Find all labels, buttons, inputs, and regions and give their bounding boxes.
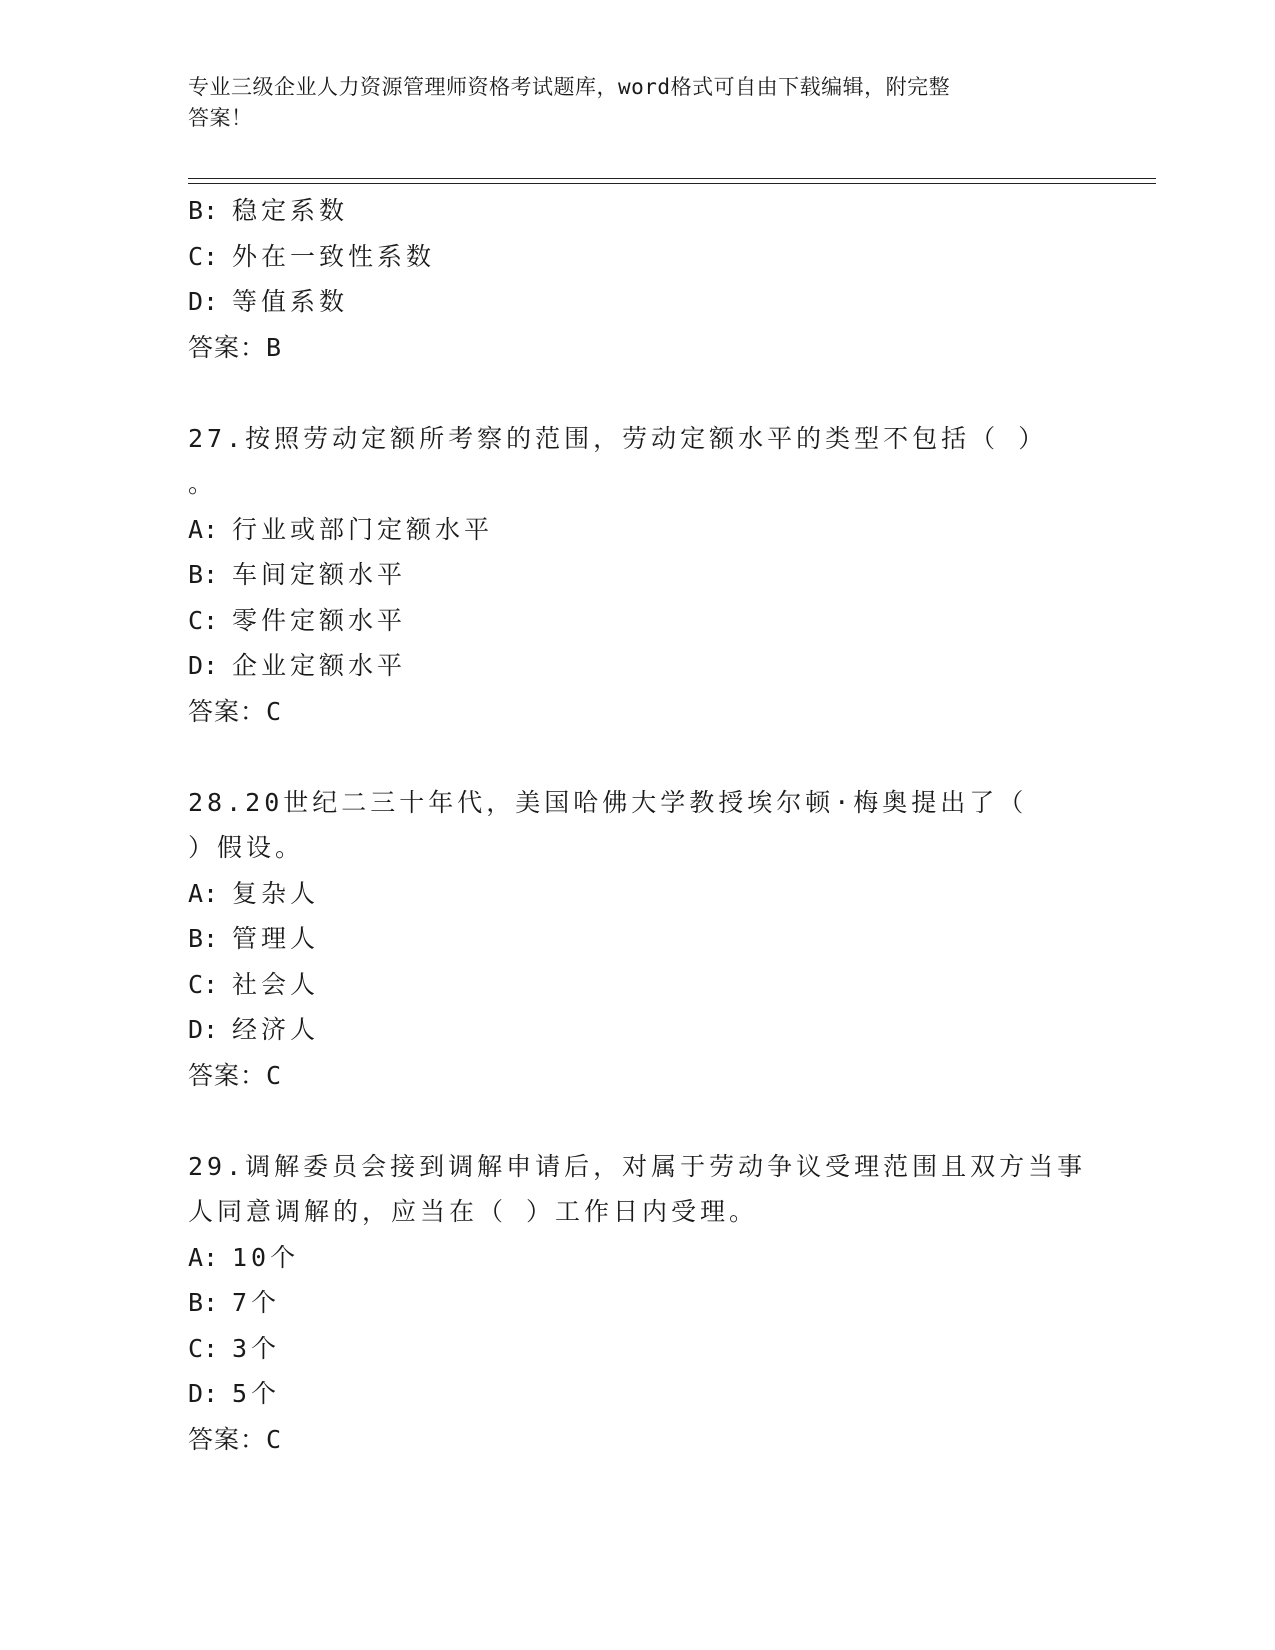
option-b <box>188 552 1088 598</box>
option-text: 社会人 <box>232 969 320 999</box>
header-title-line-2: 答案！ <box>188 106 253 130</box>
option-c <box>188 962 1088 1008</box>
option-label: B: <box>188 560 219 589</box>
header-divider-top <box>188 178 1156 179</box>
header-divider-bottom <box>188 183 1156 184</box>
option-label: B: <box>188 924 219 953</box>
option-a <box>188 507 1088 553</box>
document-header <box>188 72 1068 134</box>
option-text: 复杂人 <box>232 878 320 908</box>
question-28-stem-line-2: ）假设。 <box>188 833 305 862</box>
option-d <box>188 1371 1088 1417</box>
option-label: D: <box>188 1015 219 1044</box>
option-label: A: <box>188 878 219 908</box>
option-text: 企业定额水平 <box>232 651 407 680</box>
option-b <box>188 1280 1088 1326</box>
answer: 答案：B <box>188 332 283 362</box>
option-text: 外在一致性系数 <box>232 241 436 271</box>
option-text: 行业或部门定额水平 <box>232 514 494 544</box>
question-28-stem-line-1: 28.20世纪二三十年代，美国哈佛大学教授埃尔顿·梅奥提出了（ <box>188 787 1028 817</box>
question-content <box>188 188 1088 1462</box>
option-text: 管理人 <box>232 924 320 953</box>
option-label: C: <box>188 241 219 271</box>
option-d <box>188 279 1088 325</box>
option-b <box>188 916 1088 962</box>
answer: 答案：C <box>188 1424 283 1454</box>
option-label: D: <box>188 651 219 680</box>
spacer <box>188 1098 1088 1144</box>
header-title-line-1: 专业三级企业人力资源管理师资格考试题库，word格式可自由下载编辑，附完整 <box>188 75 951 99</box>
spacer <box>188 734 1088 780</box>
option-a <box>188 871 1088 917</box>
answer: 答案：C <box>188 696 283 726</box>
option-b <box>188 188 1088 234</box>
option-text: 10个 <box>232 1242 300 1272</box>
option-label: D: <box>188 1379 219 1408</box>
option-text: 经济人 <box>232 1015 320 1044</box>
question-27-stem-line-1: 27.按照劳动定额所考察的范围，劳动定额水平的类型不包括（ ） <box>188 423 1048 453</box>
option-c <box>188 1326 1088 1372</box>
option-label: C: <box>188 605 219 635</box>
option-text: 等值系数 <box>232 287 349 316</box>
question-29-stem-line-2: 人同意调解的，应当在（ ）工作日内受理。 <box>188 1197 759 1226</box>
option-text: 7个 <box>232 1288 281 1317</box>
option-label: B: <box>188 196 219 225</box>
option-c <box>188 598 1088 644</box>
option-text: 5个 <box>232 1379 281 1408</box>
option-label: D: <box>188 287 219 316</box>
option-d <box>188 1007 1088 1053</box>
option-text: 零件定额水平 <box>232 605 407 635</box>
option-text: 车间定额水平 <box>232 560 407 589</box>
option-c <box>188 234 1088 280</box>
spacer <box>188 370 1088 416</box>
option-label: A: <box>188 1242 219 1272</box>
option-text: 3个 <box>232 1333 281 1363</box>
option-label: B: <box>188 1288 219 1317</box>
question-27-stem-line-2: 。 <box>188 469 218 498</box>
option-d <box>188 643 1088 689</box>
option-text: 稳定系数 <box>232 196 349 225</box>
question-29-stem-line-1: 29.调解委员会接到调解申请后，对属于劳动争议受理范围且双方当事 <box>188 1151 1087 1181</box>
option-label: A: <box>188 514 219 544</box>
option-label: C: <box>188 969 219 999</box>
answer: 答案：C <box>188 1060 283 1090</box>
option-a <box>188 1235 1088 1281</box>
option-label: C: <box>188 1333 219 1363</box>
